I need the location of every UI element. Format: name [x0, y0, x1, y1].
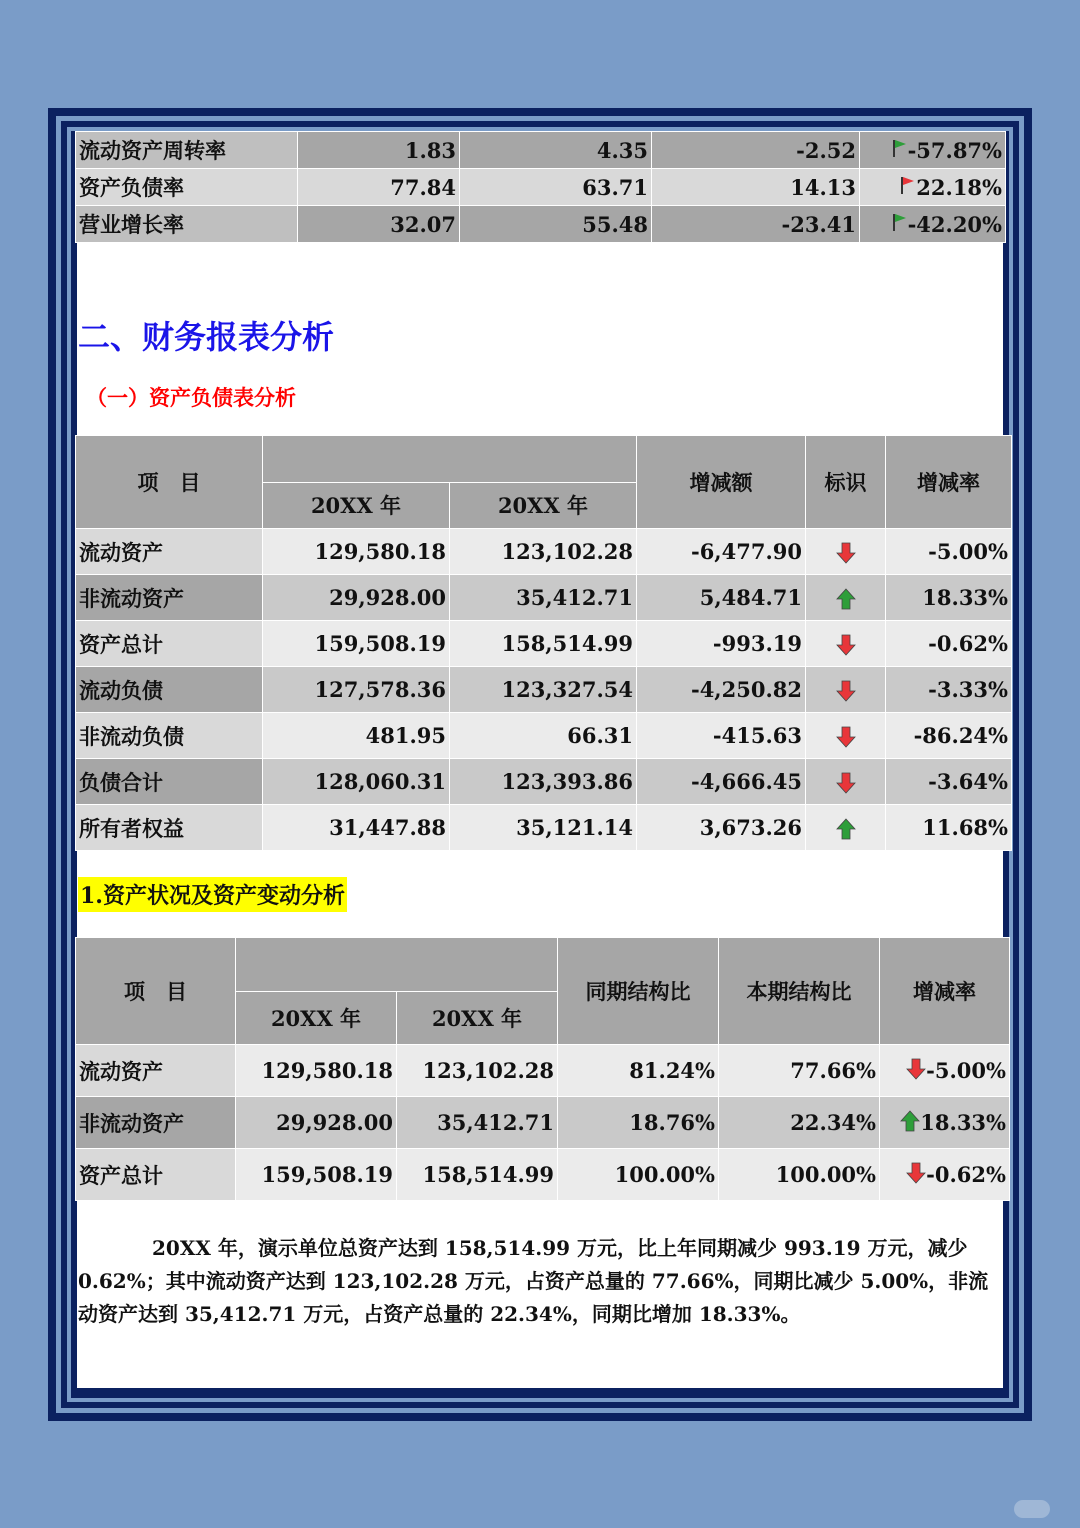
ratio-table: [75, 131, 1006, 243]
arrow-down-icon: [836, 726, 856, 748]
rate-value: -3.33%: [886, 667, 1012, 713]
header-cur-ratio: 本期结构比: [719, 938, 880, 1045]
row-label: 流动资产周转率: [76, 132, 298, 169]
value-2: 158,514.99: [450, 621, 637, 667]
row-label: 非流动资产: [76, 575, 263, 621]
change-value: -415.63: [637, 713, 806, 759]
row-label: 流动负债: [76, 667, 263, 713]
cur-ratio: 22.34%: [719, 1097, 880, 1149]
rate-value: 11.68%: [886, 805, 1012, 851]
table-row: [76, 713, 1012, 759]
header-years-group: [263, 436, 637, 483]
rate-value: 22.18%: [916, 174, 1002, 200]
table-row: [76, 1149, 1010, 1201]
mark-cell: [806, 667, 886, 713]
value-2: 55.48: [460, 206, 652, 243]
highlight-title: 1.资产状况及资产变动分析: [78, 877, 347, 912]
rate-cell: [880, 1149, 1010, 1201]
green-flag-icon: [890, 212, 908, 232]
rate-cell: [880, 1097, 1010, 1149]
header-year-2: 20XX 年: [450, 482, 637, 529]
value-1: 481.95: [263, 713, 450, 759]
header-prev-ratio: 同期结构比: [558, 938, 719, 1045]
value-1: 129,580.18: [263, 529, 450, 575]
watermark-badge: [1014, 1500, 1050, 1518]
section-title: 二、财务报表分析: [78, 318, 335, 356]
change-value: -4,666.45: [637, 759, 806, 805]
change-value: -6,477.90: [637, 529, 806, 575]
rate-value: 18.33%: [886, 575, 1012, 621]
rate-value: -0.62%: [886, 621, 1012, 667]
arrow-down-icon: [836, 542, 856, 564]
value-2: 63.71: [460, 169, 652, 206]
table-row: [76, 169, 1006, 206]
rate-value: -0.62%: [926, 1162, 1006, 1187]
rate-value: -3.64%: [886, 759, 1012, 805]
analysis-paragraph: 20XX 年，演示单位总资产达到 158,514.99 万元，比上年同期减少 993.19 万元，减少 0.62%；其中流动资产达到 123,102.28 万元，占资产总量的 77.66%，同期比减少 5.00%，非流动资产达到 35,412.71 万元，占资产总量的 22.34%，同期比增加 18.33%。: [78, 1236, 989, 1326]
value-2: 123,102.28: [397, 1045, 558, 1097]
row-label: 流动资产: [76, 1045, 236, 1097]
row-label: 资产负债率: [76, 169, 298, 206]
row-label: 非流动资产: [76, 1097, 236, 1149]
table-row: [76, 575, 1012, 621]
value-1: 32.07: [298, 206, 460, 243]
row-label: 营业增长率: [76, 206, 298, 243]
asset-structure-table: [75, 937, 1010, 1201]
mark-cell: [806, 759, 886, 805]
value-1: 29,928.00: [236, 1097, 397, 1149]
value-2: 123,102.28: [450, 529, 637, 575]
arrow-down-icon: [836, 634, 856, 656]
table-row: [76, 529, 1012, 575]
rate-value: -42.20%: [907, 211, 1002, 237]
header-rate: 增减率: [880, 938, 1010, 1045]
header-item: 项 目: [76, 938, 236, 1045]
arrow-up-icon: [900, 1110, 920, 1132]
diff-value: -2.52: [652, 132, 860, 169]
row-label: 资产总计: [76, 1149, 236, 1201]
value-2: 123,327.54: [450, 667, 637, 713]
arrow-down-icon: [906, 1058, 926, 1080]
header-item: 项 目: [76, 436, 263, 529]
change-value: -993.19: [637, 621, 806, 667]
arrow-down-icon: [836, 772, 856, 794]
table-row: [76, 132, 1006, 169]
value-2: 35,412.71: [450, 575, 637, 621]
header-year-1: 20XX 年: [263, 482, 450, 529]
header-year-1: 20XX 年: [236, 991, 397, 1045]
value-2: 158,514.99: [397, 1149, 558, 1201]
value-2: 66.31: [450, 713, 637, 759]
rate-value: -5.00%: [926, 1058, 1006, 1083]
value-1: 77.84: [298, 169, 460, 206]
sub-title: （一）资产负债表分析: [86, 385, 296, 410]
header-mark: 标识: [806, 436, 886, 529]
table-row: [76, 206, 1006, 243]
table-row: [76, 805, 1012, 851]
diff-value: 14.13: [652, 169, 860, 206]
value-2: 4.35: [460, 132, 652, 169]
value-1: 31,447.88: [263, 805, 450, 851]
rate-cell: [860, 169, 1006, 206]
value-1: 128,060.31: [263, 759, 450, 805]
mark-cell: [806, 713, 886, 759]
value-1: 129,580.18: [236, 1045, 397, 1097]
header-rate: 增减率: [886, 436, 1012, 529]
change-value: -4,250.82: [637, 667, 806, 713]
table-row: [76, 1045, 1010, 1097]
prev-ratio: 18.76%: [558, 1097, 719, 1149]
row-label: 资产总计: [76, 621, 263, 667]
table-row: [76, 667, 1012, 713]
arrow-down-icon: [836, 680, 856, 702]
table-row: [76, 621, 1012, 667]
rate-cell: [880, 1045, 1010, 1097]
header-change: 增减额: [637, 436, 806, 529]
change-value: 3,673.26: [637, 805, 806, 851]
rate-value: -86.24%: [886, 713, 1012, 759]
rate-value: -5.00%: [886, 529, 1012, 575]
red-flag-icon: [898, 175, 916, 195]
header-years-group: [236, 938, 558, 992]
value-2: 35,121.14: [450, 805, 637, 851]
mark-cell: [806, 575, 886, 621]
value-2: 35,412.71: [397, 1097, 558, 1149]
mark-cell: [806, 621, 886, 667]
prev-ratio: 81.24%: [558, 1045, 719, 1097]
value-1: 159,508.19: [263, 621, 450, 667]
row-label: 流动资产: [76, 529, 263, 575]
value-1: 127,578.36: [263, 667, 450, 713]
cur-ratio: 100.00%: [719, 1149, 880, 1201]
prev-ratio: 100.00%: [558, 1149, 719, 1201]
rate-cell: [860, 206, 1006, 243]
row-label: 所有者权益: [76, 805, 263, 851]
change-value: 5,484.71: [637, 575, 806, 621]
diff-value: -23.41: [652, 206, 860, 243]
table-row: [76, 1097, 1010, 1149]
header-year-2: 20XX 年: [397, 991, 558, 1045]
rate-value: -57.87%: [907, 137, 1002, 163]
arrow-down-icon: [906, 1162, 926, 1184]
green-flag-icon: [890, 138, 908, 158]
value-1: 1.83: [298, 132, 460, 169]
rate-value: 18.33%: [920, 1110, 1006, 1135]
value-1: 159,508.19: [236, 1149, 397, 1201]
row-label: 非流动负债: [76, 713, 263, 759]
rate-cell: [860, 132, 1006, 169]
arrow-up-icon: [836, 818, 856, 840]
value-1: 29,928.00: [263, 575, 450, 621]
value-2: 123,393.86: [450, 759, 637, 805]
table-row: [76, 759, 1012, 805]
mark-cell: [806, 805, 886, 851]
mark-cell: [806, 529, 886, 575]
row-label: 负债合计: [76, 759, 263, 805]
cur-ratio: 77.66%: [719, 1045, 880, 1097]
balance-sheet-table: [75, 435, 1012, 851]
arrow-up-icon: [836, 588, 856, 610]
